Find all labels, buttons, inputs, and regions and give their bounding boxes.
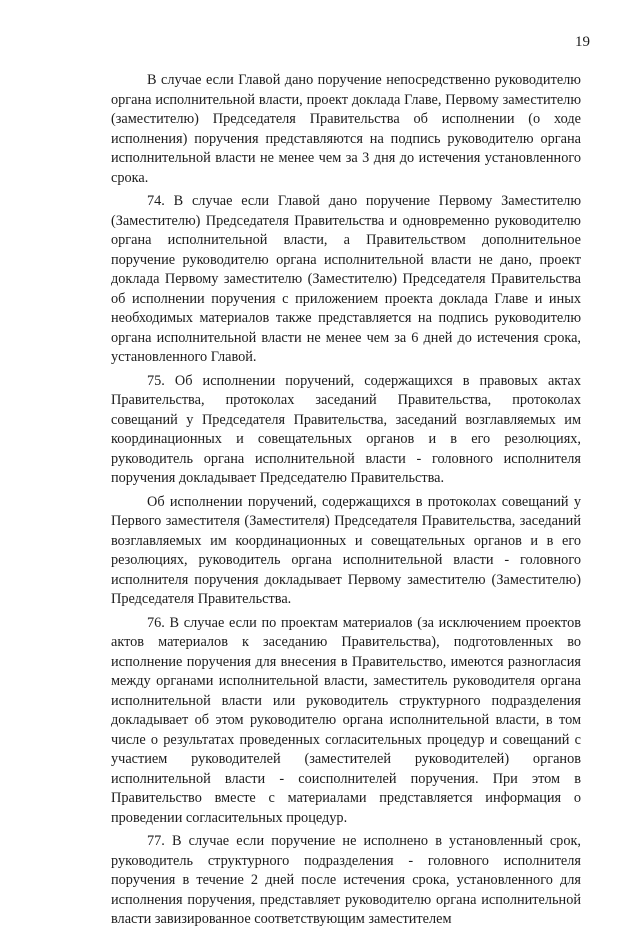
page-number: 19 <box>575 34 590 50</box>
paragraph-74: 74. В случае если Главой дано поручение Первому Заместителю (Заместителю) Председателя Правительства и одновременно руководителю органа исполнительной власти, а Правительством дополнительное поручение руководителю органа исполнительной власти не дано, проект доклада Первому заместителю (Заместителю) Председателя Правительства об исполнении поручения с приложением проекта доклада Главе и иных необходимых материалов также представляется на подпись руководителю органа исполнительной власти не менее чем за 6 дней до истечения срока, установленного Главой. <box>111 193 581 365</box>
paragraph-76: 76. В случае если по проектам материалов (за исключением проектов актов материалов к заседанию Правительства), подготовленных во исполнение поручения для внесения в Правительство, имеются разногласия между органами исполнительной власти, заместитель руководителя органа исполнительной власти или руководитель структурного подразделения докладывает об этом руководителю органа исполнительной власти, в том числе о результатах проведенных согласительных процедур и совещаний с участием руководителей (заместителей руководителей) органов исполнительной власти - соисполнителей поручения. При этом в Правительство вместе с материалами представляется информация о проведении согласительных процедур. <box>111 614 581 826</box>
paragraph-75-second: Об исполнении поручений, содержащихся в протоколах совещаний у Первого заместителя (Заместителя) Председателя Правительства, заседаний возглавляемых им координационных и совещательных органов и в его резолюциях, руководитель органа исполнительной власти - головного исполнителя поручения докладывает Первому заместителю (Заместителю) Председателя Правительства. <box>111 493 581 607</box>
paragraph-intro-direct-order: В случае если Главой дано поручение непосредственно руководителю органа исполнительной власти, проект доклада Главе, Первому заместителю (заместителю) Председателя Правительства об исполнении (о ходе исполнения) поручения представляются на подпись руководителю органа исполнительной власти не менее чем за 3 дня до истечения установленного срока. <box>111 72 581 186</box>
document-body <box>111 71 581 930</box>
paragraph-75: 75. Об исполнении поручений, содержащихся в правовых актах Правительства, протоколах заседаний Правительства, протоколах совещаний у Председателя Правительства, заседаний возглавляемых им координационных и совещательных органов и в его резолюциях, руководитель органа исполнительной власти - головного исполнителя поручения докладывает Председателю Правительства. <box>111 372 581 486</box>
paragraph-77: 77. В случае если поручение не исполнено в установленный срок, руководитель структурного подразделения - головного исполнителя поручения в течение 2 дней после истечения срока, установленного для исполнения поручения, представляет руководителю органа исполнительной власти завизированное соответствующим заместителем <box>111 833 581 927</box>
